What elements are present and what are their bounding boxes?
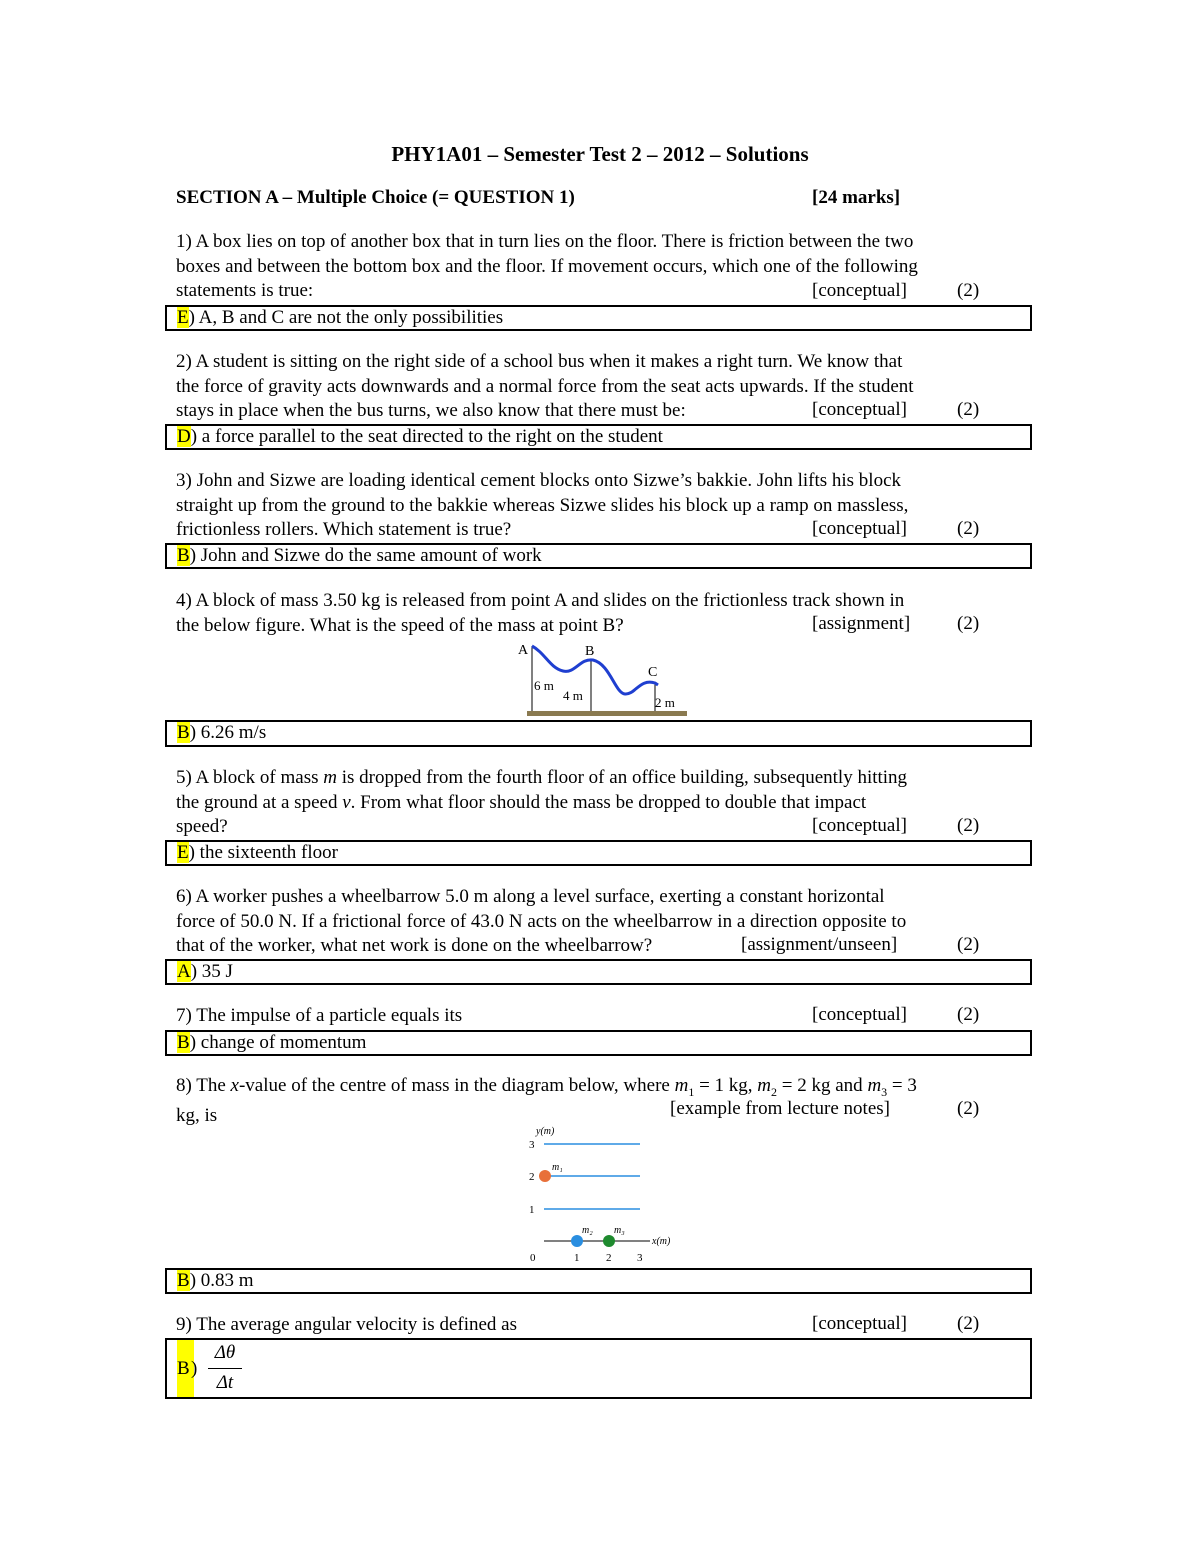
answer-box: E) the sixteenth floor bbox=[165, 840, 1032, 866]
answer-letter: A bbox=[177, 961, 191, 982]
question-marks: (2) bbox=[957, 613, 980, 634]
fraction-denominator: Δt bbox=[216, 1372, 234, 1393]
answer-box: B) change of momentum bbox=[165, 1030, 1032, 1056]
answer-letter: B bbox=[177, 1358, 190, 1379]
answer-letter: B bbox=[177, 1032, 190, 1053]
answer-letter: B bbox=[177, 545, 190, 566]
answer-letter: E bbox=[177, 307, 189, 328]
answer-letter: E bbox=[177, 842, 189, 863]
fraction-bar bbox=[208, 1368, 242, 1369]
question-tag: [conceptual] bbox=[812, 1004, 907, 1025]
question-marks: (2) bbox=[957, 815, 980, 836]
y-tick-2: 2 bbox=[529, 1171, 535, 1183]
answer-box: A) 35 J bbox=[165, 959, 1032, 985]
answer-letter: B bbox=[177, 722, 190, 743]
x-axis-label: x(m) bbox=[652, 1236, 671, 1247]
track-figure bbox=[515, 638, 695, 720]
question-tag: [assignment] bbox=[812, 613, 911, 634]
height-c: 2 m bbox=[655, 695, 675, 710]
mass-1 bbox=[539, 1170, 551, 1182]
question-marks: (2) bbox=[957, 518, 980, 539]
section-marks: [24 marks] bbox=[812, 187, 901, 208]
fraction-numerator: Δθ bbox=[214, 1342, 236, 1363]
answer-box: D) a force parallel to the seat directed to the right on the student bbox=[165, 424, 1032, 450]
answer-box: B) 0.83 m bbox=[165, 1268, 1032, 1294]
question-marks: (2) bbox=[957, 1004, 980, 1025]
track-label-b: B bbox=[585, 644, 595, 659]
track-label-a: A bbox=[518, 643, 529, 658]
answer-letter: B bbox=[177, 1270, 190, 1291]
y-tick-3: 3 bbox=[529, 1139, 535, 1151]
y-axis-label: y(m) bbox=[536, 1126, 555, 1137]
mass-2-label: m₂ bbox=[582, 1225, 593, 1236]
answer-box: B) 6.26 m/s bbox=[165, 720, 1032, 747]
mass-2 bbox=[571, 1235, 583, 1247]
question-marks: (2) bbox=[957, 934, 980, 955]
question-tag: [example from lecture notes] bbox=[670, 1098, 890, 1119]
question-marks: (2) bbox=[957, 280, 980, 301]
mass-1-label: m₁ bbox=[552, 1162, 563, 1173]
answer-letter: D bbox=[177, 426, 191, 447]
page-title: PHY1A01 – Semester Test 2 – 2012 – Solutions bbox=[391, 142, 809, 166]
question-tag: [conceptual] bbox=[812, 1313, 907, 1334]
centre-of-mass-figure bbox=[520, 1120, 690, 1268]
ground bbox=[527, 711, 687, 716]
track-label-c: C bbox=[648, 665, 658, 680]
x-tick-3: 3 bbox=[637, 1252, 643, 1264]
question-tag: [conceptual] bbox=[812, 399, 907, 420]
height-b: 4 m bbox=[563, 688, 583, 703]
question-tag: [conceptual] bbox=[812, 280, 907, 301]
question-marks: (2) bbox=[957, 1098, 980, 1119]
question-tag: [conceptual] bbox=[812, 518, 907, 539]
x-tick-2: 2 bbox=[606, 1252, 612, 1264]
answer-box: E) A, B and C are not the only possibilities bbox=[165, 305, 1032, 331]
y-tick-1: 1 bbox=[529, 1204, 535, 1216]
answer-box: B ) Δθ Δt bbox=[165, 1338, 1032, 1399]
x-tick-1: 1 bbox=[574, 1252, 580, 1264]
section-heading: SECTION A – Multiple Choice (= QUESTION 1) bbox=[176, 187, 575, 208]
mass-3 bbox=[603, 1235, 615, 1247]
question-marks: (2) bbox=[957, 399, 980, 420]
answer-box: B) John and Sizwe do the same amount of work bbox=[165, 543, 1032, 569]
height-a: 6 m bbox=[534, 678, 554, 693]
x-tick-0: 0 bbox=[530, 1252, 536, 1264]
mass-3-label: m₃ bbox=[614, 1225, 625, 1236]
question-marks: (2) bbox=[957, 1313, 980, 1334]
question-tag: [conceptual] bbox=[812, 815, 907, 836]
question-tag: [assignment/unseen] bbox=[741, 934, 898, 955]
